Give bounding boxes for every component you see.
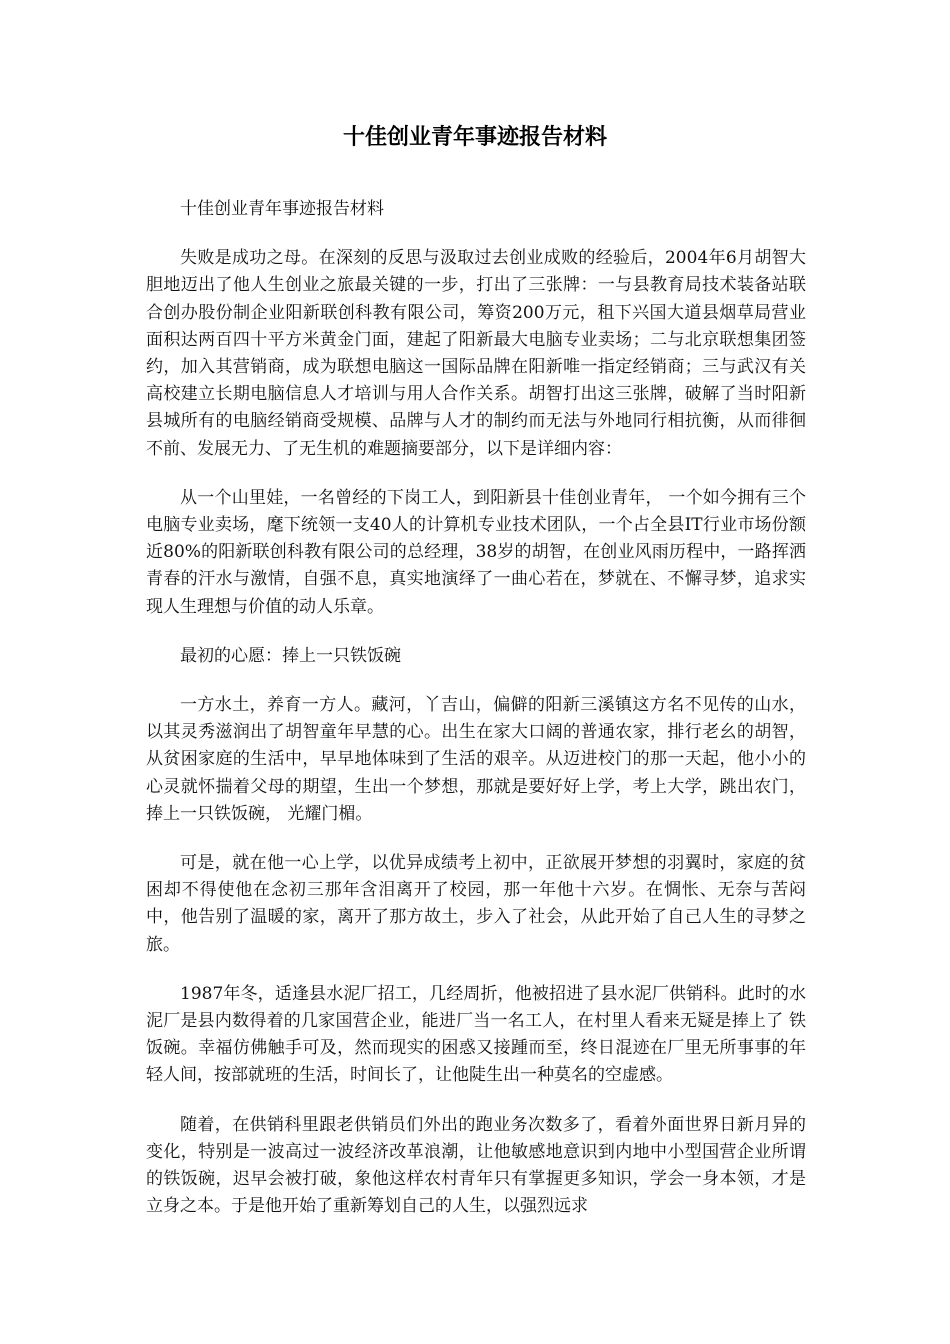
body-paragraph: 一方水土，养育一方人。藏河，丫吉山，偏僻的阳新三溪镇这方名不见传的山水，以其灵秀滋润出了胡智童年早慧的心。出生在家大口阔的普通农家，排行老幺的胡智，从贫困家庭的生活中，早早地体味到了生活的艰辛。从迈进校门的那一天起，他小小的心灵就怀揣着父母的期望，生出一个梦想，那就是要好好上学，考上大学，跳出农门，捧上一只铁饭碗， 光耀门楣。	[146, 695, 806, 824]
section-heading: 最初的心愿：捧上一只铁饭碗	[180, 645, 401, 666]
intro-paragraph: 失败是成功之母。在深刻的反思与汲取过去创业成败的经验后，2004年6月胡智大胆地迈出了他人生创业之旅最关键的一步，打出了三张牌：一与县教育局技术装备站联合创办股份制企业阳新联创科教有限公司，筹资200万元，租下兴国大道县烟草局营业面积达两百四十平方米黄金门面，建起了阳新最大电脑专业卖场；二与北京联想集团签约，加入其营销商，成为联想电脑这一国际品牌在阳新唯一指定经销商；三与武汉有关高校建立长期电脑信息人才培训与用人合作关系。胡智打出这三张牌，破解了当时阳新县城所有的电脑经销商受规模、品牌与人才的制约而无法与外地同行相抗衡，从而徘徊不前、发展无力、了无生机的难题摘要部分，以下是详细内容：	[146, 248, 806, 459]
body-paragraph: 可是，就在他一心上学，以优异成绩考上初中，正欲展开梦想的羽翼时，家庭的贫困却不得使他在念初三那年含泪离开了校园，那一年他十六岁。在惆怅、无奈与苦闷中，他告别了温暖的家，离开了那方故土，步入了社会，从此开始了自己人生的寻梦之旅。	[146, 853, 806, 955]
summary-paragraph: 从一个山里娃，一名曾经的下岗工人，到阳新县十佳创业青年， 一个如今拥有三个电脑专业卖场，麾下统领一支40人的计算机专业技术团队，一个占全县IT行业市场份额近80%的阳新联创科教有限公司的总经理，38岁的胡智，在创业风雨历程中，一路挥洒青春的汗水与激情，自强不息，真实地演绎了一曲心若在，梦就在、不懈寻梦，追求实现人生理想与价值的动人乐章。	[146, 487, 806, 617]
document-title: 十佳创业青年事迹报告材料	[342, 125, 607, 150]
body-paragraph: 随着，在供销科里跟老供销员们外出的跑业务次数多了，看着外面世界日新月异的变化，特别是一波高过一波经济改革浪潮，让他敏感地意识到内地中小型国营企业所谓的铁饭碗，迟早会被打破，象他这样农村青年只有掌握更多知识，学会一身本领，才是立身之本。于是他开始了重新筹划自己的人生，以强烈远求	[146, 1114, 806, 1217]
body-paragraph: 1987年冬，适逢县水泥厂招工，几经周折，他被招进了县水泥厂供销科。此时的水泥厂是县内数得着的几家国营企业，能进厂当一名工人，在村里人看来无疑是捧上了 铁饭碗。幸福仿佛触手可及，然而现实的困惑又接踵而至，终日混迹在厂里无所事事的年轻人间，按部就班的生活，时间长了，让他陡生出一种莫名的空虚感。	[146, 983, 806, 1086]
subtitle-paragraph: 十佳创业青年事迹报告材料	[180, 199, 384, 219]
document-body	[146, 196, 806, 1243]
